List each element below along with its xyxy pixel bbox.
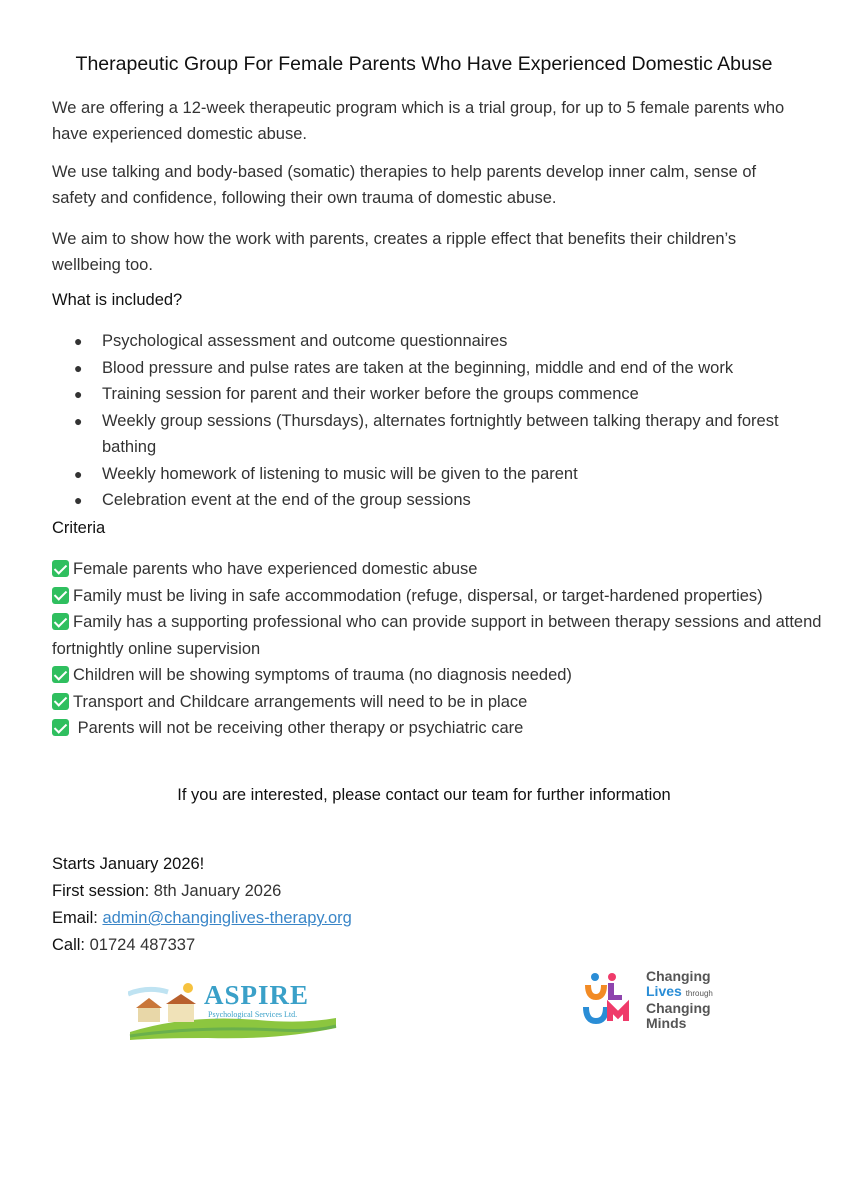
check-box-icon [52, 587, 69, 604]
changing-lives-logo [578, 965, 728, 1031]
aspire-subtitle: Psychological Services Ltd. [208, 1010, 298, 1019]
email-link[interactable]: admin@changinglives-therapy.org [102, 909, 352, 927]
start-date: Starts January 2026! [52, 855, 205, 873]
bullet-icon: ● [74, 412, 83, 429]
criteria-item: Family must be living in safe accommodation (refuge, dispersal, or target-hardened properties) [52, 583, 822, 610]
criteria-item: Parents will not be receiving other therapy or psychiatric care [52, 715, 822, 742]
check-box-icon [52, 613, 69, 630]
contact-line: If you are interested, please contact our team for further information [177, 786, 671, 804]
list-item: ● Psychological assessment and outcome questionnaires [52, 328, 792, 355]
criteria-item: Children will be showing symptoms of trauma (no diagnosis needed) [52, 662, 822, 689]
list-item: ● Training session for parent and their worker before the groups commence [52, 381, 792, 408]
check-box-icon [52, 560, 69, 577]
intro-paragraph-3: We aim to show how the work with parents, creates a ripple effect that benefits their children’s wellbeing too. [52, 230, 737, 274]
list-item: ● Celebration event at the end of the group sessions [52, 487, 792, 514]
criteria-heading: Criteria [52, 519, 106, 537]
criteria-list [52, 556, 822, 742]
bullet-icon: ● [74, 492, 83, 508]
criteria-item: Transport and Childcare arrangements will need to be in place [52, 689, 822, 716]
included-heading: What is included? [52, 291, 183, 309]
clcm-text: Changing Lives through Changing Minds [646, 968, 713, 1031]
check-box-icon [52, 666, 69, 683]
call-line: Call: 01724 487337 [52, 936, 196, 954]
list-item: ● Weekly group sessions (Thursdays), alternates fortnightly between talking therapy and forest bathing [52, 408, 792, 461]
bullet-icon: ● [74, 465, 83, 482]
aspire-logo [128, 980, 338, 1042]
bullet-icon: ● [74, 386, 83, 402]
clcm-figures-icon [582, 969, 642, 1029]
contact-details [52, 851, 352, 959]
first-session: First session: 8th January 2026 [52, 882, 282, 900]
list-item: ● Blood pressure and pulse rates are taken at the beginning, middle and end of the work [52, 355, 792, 382]
check-box-icon [52, 693, 69, 710]
list-item: ● Weekly homework of listening to music will be given to the parent [52, 461, 792, 488]
page-title: Therapeutic Group For Female Parents Who Have Experienced Domestic Abuse [75, 53, 773, 75]
email-line: Email: admin@changinglives-therapy.org [52, 909, 352, 927]
check-box-icon [52, 719, 69, 736]
aspire-name: ASPIRE [204, 980, 310, 1010]
intro-paragraph-2: We use talking and body-based (somatic) therapies to help parents develop inner calm, sense of safety and confidence, following their own trauma of domestic abuse. [52, 163, 757, 207]
criteria-item: Family has a supporting professional who can provide support in between therapy sessions and attend fortnightly online supervision [52, 613, 822, 658]
bullet-icon: ● [74, 359, 83, 376]
criteria-item: Female parents who have experienced domestic abuse [52, 556, 822, 583]
intro-paragraph-1: We are offering a 12-week therapeutic program which is a trial group, for up to 5 female parents who have experienced domestic abuse. [52, 99, 785, 143]
bullet-icon: ● [74, 333, 83, 349]
included-list [52, 328, 792, 514]
